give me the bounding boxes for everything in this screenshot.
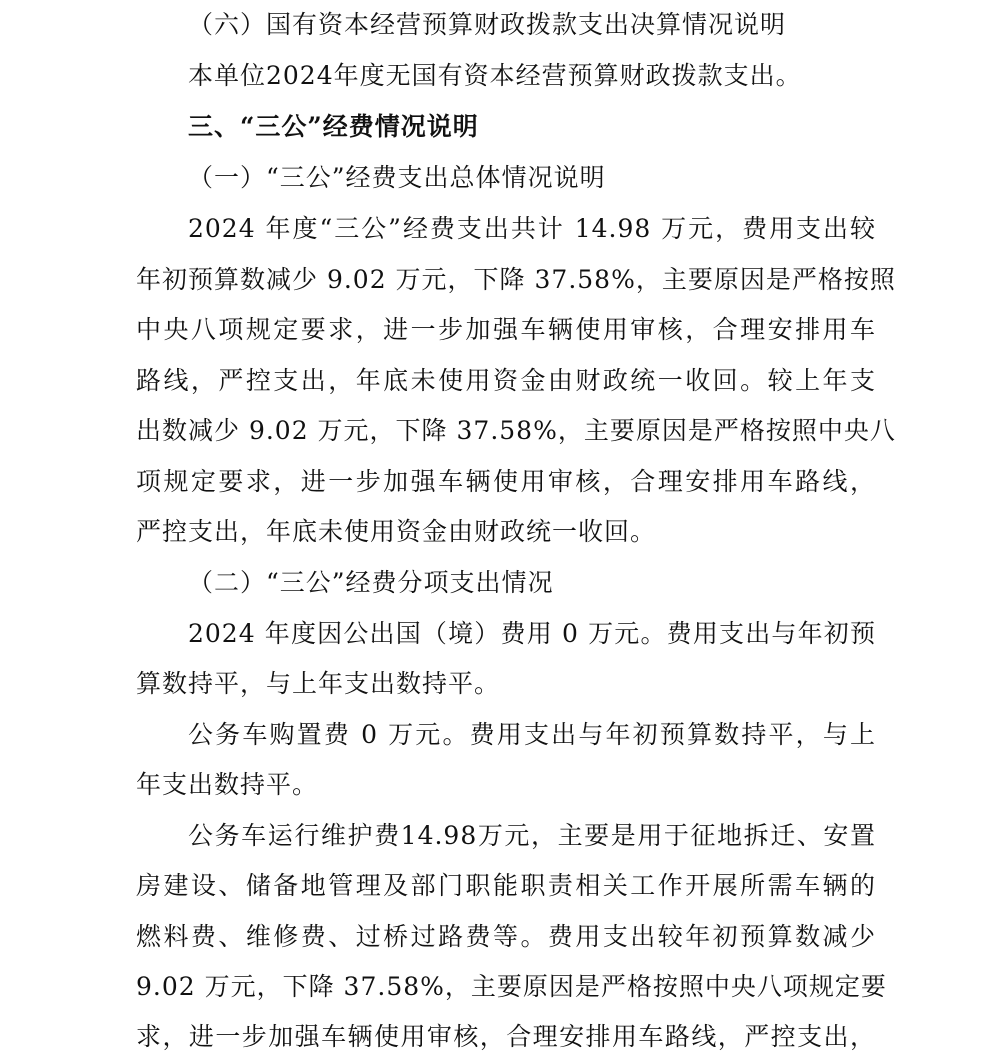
- paragraph-line: 燃料费、维修费、过桥过路费等。费用支出较年初预算数减少: [136, 922, 876, 951]
- paragraph-line: 算数持平，与上年支出数持平。: [136, 669, 501, 698]
- paragraph-line: 中央八项规定要求，进一步加强车辆使用审核，合理安排用车: [136, 315, 876, 344]
- paragraph-line: 公务车购置费 0 万元。费用支出与年初预算数持平，与上: [188, 720, 876, 749]
- paragraph-line: 严控支出，年底未使用资金由财政统一收回。: [136, 517, 657, 546]
- paragraph-line: 2024 年度“三公”经费支出共计 14.98 万元，费用支出较: [188, 214, 876, 243]
- paragraph-line: 路线，严控支出，年底未使用资金由财政统一收回。较上年支: [136, 366, 876, 395]
- paragraph-line: 本单位2024年度无国有资本经营预算财政拨款支出。: [188, 61, 802, 90]
- subsection-heading-6: （六）国有资本经营预算财政拨款支出决算情况说明: [188, 10, 787, 39]
- paragraph-line: 房建设、储备地管理及部门职能职责相关工作开展所需车辆的: [136, 871, 876, 900]
- paragraph-line: 求，进一步加强车辆使用审核，合理安排用车路线，严控支出，: [136, 1022, 876, 1051]
- paragraph-line: 9.02 万元，下降 37.58%，主要原因是严格按照中央八项规定要: [136, 972, 887, 1001]
- subsection-heading-2: （二）“三公”经费分项支出情况: [188, 568, 554, 597]
- subsection-heading-1: （一）“三公”经费支出总体情况说明: [188, 163, 606, 192]
- paragraph-line: 年支出数持平。: [136, 770, 319, 799]
- paragraph-line: 公务车运行维护费14.98万元，主要是用于征地拆迁、安置: [188, 821, 876, 850]
- section-heading-3: 三、“三公”经费情况说明: [188, 112, 479, 141]
- paragraph-line: 年初预算数减少 9.02 万元，下降 37.58%，主要原因是严格按照: [136, 265, 896, 294]
- paragraph-line: 出数减少 9.02 万元，下降 37.58%，主要原因是严格按照中央八: [136, 416, 896, 445]
- paragraph-line: 2024 年度因公出国（境）费用 0 万元。费用支出与年初预: [188, 619, 876, 648]
- paragraph-line: 项规定要求，进一步加强车辆使用审核，合理安排用车路线，: [136, 467, 876, 496]
